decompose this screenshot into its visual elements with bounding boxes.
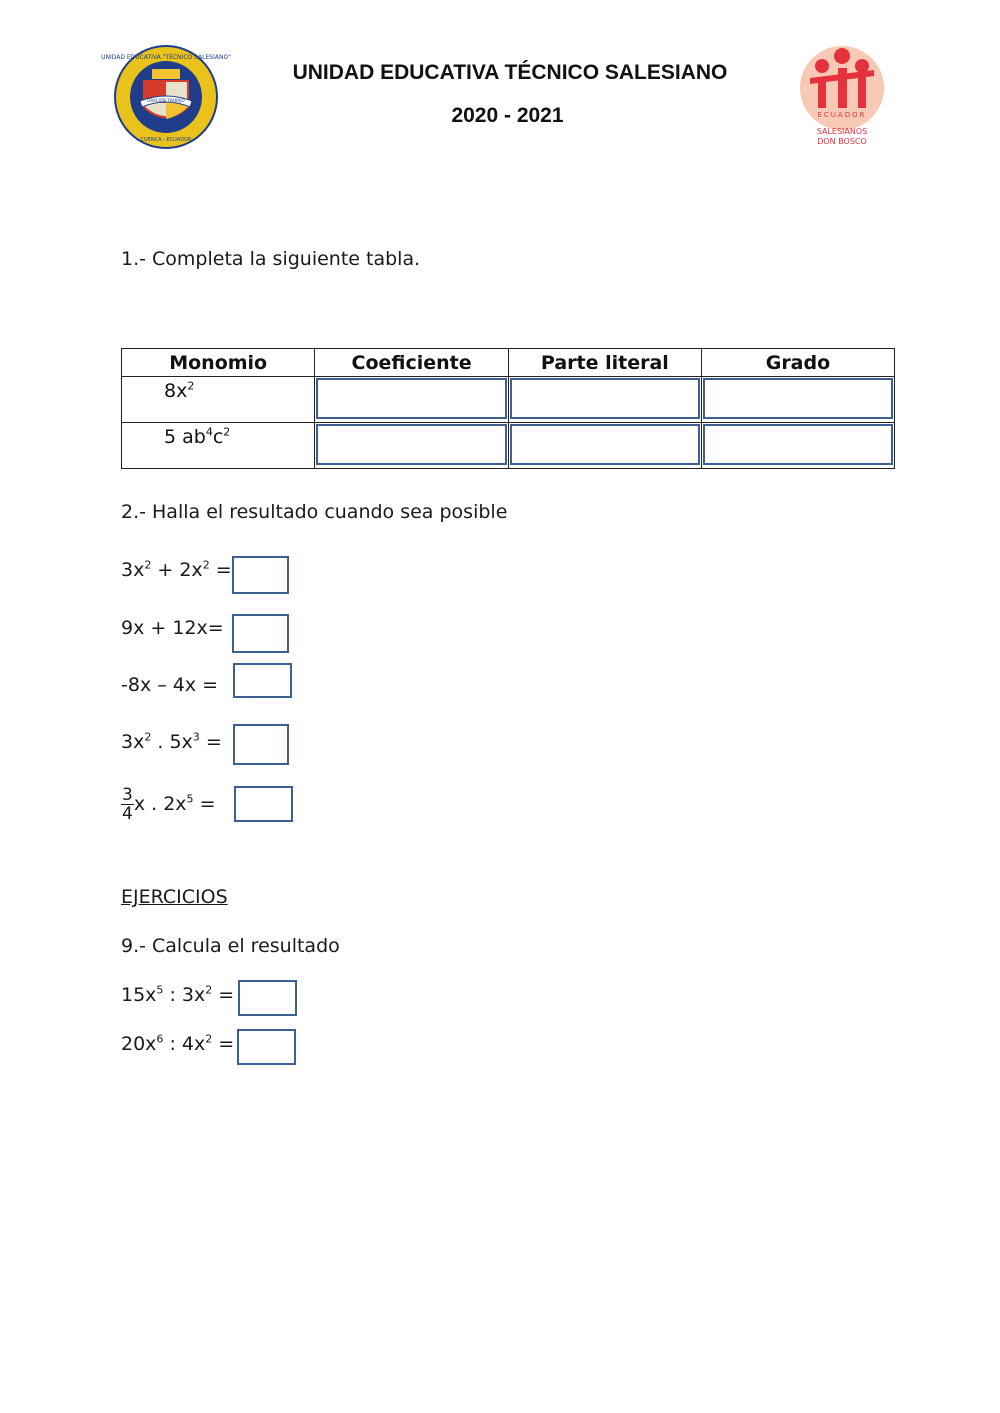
col-parte-literal: Parte literal (508, 349, 701, 377)
exercise9-title: 9.- Calcula el resultado (121, 935, 340, 957)
coeficiente-input-2[interactable] (316, 424, 506, 465)
school-year: 2020 - 2021 (451, 104, 564, 127)
grado-input-2[interactable] (703, 424, 893, 465)
coeficiente-input-1[interactable] (316, 378, 506, 419)
svg-text:CUENCA - ECUADOR: CUENCA - ECUADOR (140, 137, 192, 143)
expression-5: $\frac{3}{4}$ x . $2x^5$ = (122, 785, 216, 824)
col-monomio: Monomio (122, 349, 315, 377)
col-coeficiente: Coeficiente (315, 349, 508, 377)
expression-2: 9x + 12x= (121, 617, 224, 639)
answer-box-4[interactable] (233, 724, 289, 765)
answer-box-2[interactable] (232, 614, 289, 653)
svg-text:UNIDAD EDUCATIVA "TÉCNICO SALE: UNIDAD EDUCATIVA "TÉCNICO SALESIANO" (101, 54, 231, 61)
salesianos-logo (796, 44, 888, 150)
monomial-table (121, 348, 895, 469)
exercise-2: $20x^6$ : $4x^2$ = (121, 1032, 235, 1055)
exercise-1: $15x^5$ : $3x^2$ = (121, 983, 235, 1006)
expression-3: -8x – 4x = (121, 674, 219, 696)
school-name: UNIDAD EDUCATIVA TÉCNICO SALESIANO (292, 61, 728, 84)
svg-text:ECUADOR: ECUADOR (817, 111, 867, 119)
school-crest-logo (101, 45, 231, 149)
answer-box-5[interactable] (234, 786, 293, 822)
answer-box-3[interactable] (233, 663, 292, 698)
section2-title: 2.- Halla el resultado cuando sea posible (121, 501, 508, 523)
expression-1: $3x^2 + 2x^2$ = (121, 558, 232, 581)
expression-4: $3x^2$ . $5x^3$ = (121, 730, 222, 753)
answer-box-1[interactable] (232, 556, 289, 594)
svg-text:ORACIÓN TRABAJO: ORACIÓN TRABAJO (147, 98, 185, 103)
exercise-answer-box-1[interactable] (238, 980, 297, 1016)
parte-literal-input-2[interactable] (510, 424, 700, 465)
grado-input-1[interactable] (703, 378, 893, 419)
fraction-3-4: $\frac{3}{4}$ (122, 785, 133, 824)
monomial-1: $8x^2$ (164, 379, 195, 402)
monomial-2: 5 $ab^4c^2$ (164, 425, 231, 448)
exercises-heading: EJERCICIOS (121, 886, 228, 908)
table-row (122, 377, 895, 423)
svg-text:DON BOSCO: DON BOSCO (817, 137, 867, 146)
svg-text:SALESIANOS: SALESIANOS (816, 127, 868, 136)
exercise-answer-box-2[interactable] (237, 1029, 296, 1065)
parte-literal-input-1[interactable] (510, 378, 700, 419)
table-row (122, 423, 895, 469)
col-grado: Grado (701, 349, 894, 377)
section1-title: 1.- Completa la siguiente tabla. (121, 248, 421, 270)
